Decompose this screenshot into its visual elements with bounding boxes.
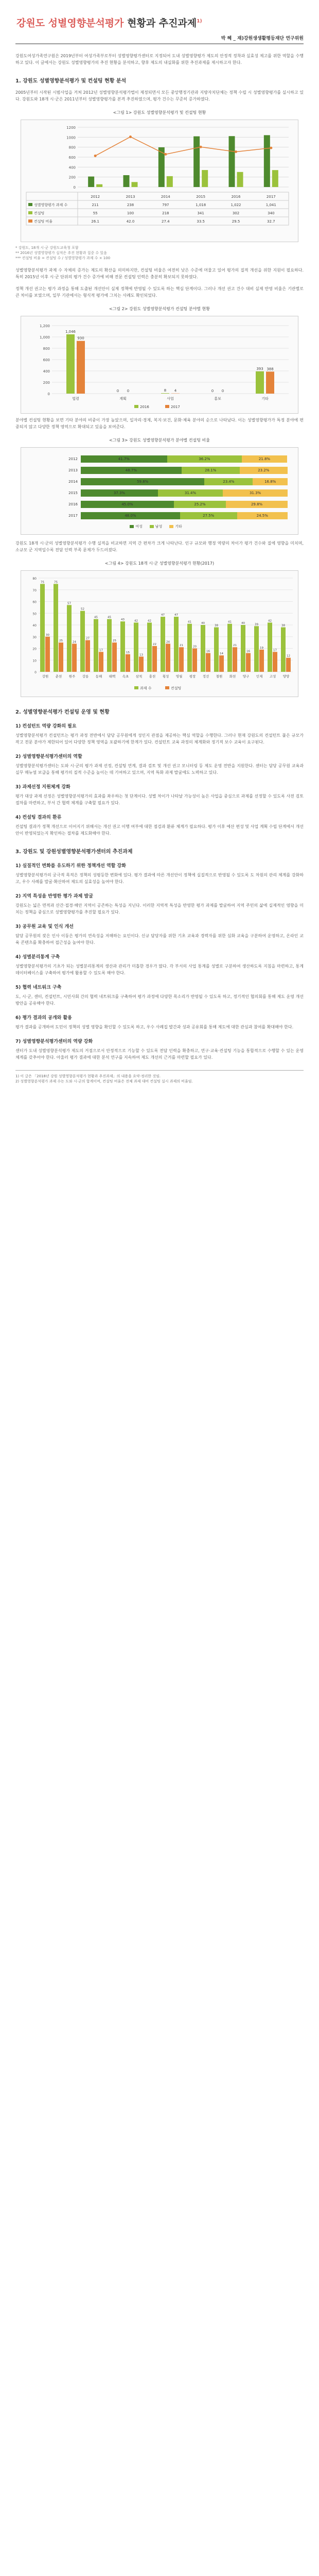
stacked-bar: [81, 467, 288, 474]
table-value: 27.4: [162, 219, 170, 224]
stacked-bar-row: [31, 477, 288, 487]
bar-consulting: [272, 170, 278, 187]
bar-tasks: [193, 137, 200, 187]
data-label: 24: [73, 640, 76, 644]
data-label: 38: [215, 624, 218, 628]
data-label: 21: [233, 644, 237, 648]
data-label: 16: [206, 650, 210, 653]
bar-consulting: [132, 182, 138, 187]
bar-컨설팅: [166, 643, 170, 672]
stacked-segment: 31.4%: [158, 489, 223, 497]
data-label: 393: [256, 366, 263, 371]
bar-컨설팅: [112, 642, 117, 672]
figure-4-caption: <그림 4> 강원도 18개 시·군 성별영향분석평가 현황(2017): [104, 561, 215, 566]
chart-3-legend: [31, 524, 288, 529]
y-tick-label: 1,200: [39, 324, 50, 328]
data-label: 42: [148, 619, 151, 623]
figure-1-note-1: * 강원도, 18개 시·군 강원도교육청 포함: [15, 246, 79, 250]
legend-swatch: [169, 525, 173, 528]
data-label: 52: [81, 607, 84, 611]
y-tick-label: 1000: [66, 135, 76, 140]
table-value: 26.1: [91, 219, 99, 224]
section-3-sub1: 1) 실질적인 변화를 유도하기 위한 정책개선 역할 강화: [15, 863, 126, 869]
stacked-segment: 45.0%: [81, 501, 174, 508]
data-label: 42: [268, 619, 272, 623]
data-label: 8: [164, 388, 167, 393]
data-label: 75: [41, 581, 44, 584]
bar-컨설팅: [179, 647, 184, 672]
table-value: 42.0: [126, 219, 135, 224]
section-3-p5: 도, 시·군, 센터, 컨설턴트, 시민사회 간의 협력 네트워크를 구축하여 평가 과정에 다양한 목소리가 반영될 수 있도록 하고, 정기적인 협의회를 통해 제도 운영 개선 방안을 공유해야 한다.: [15, 994, 304, 1006]
bar-컨설팅: [192, 649, 197, 672]
figure-1: [21, 120, 298, 242]
legend-swatch: [165, 405, 169, 408]
bar-과제 수: [40, 584, 45, 672]
section-3-sub2: 2) 지역 특성을 반영한 평가 과제 발굴: [15, 894, 93, 899]
data-label: 0: [221, 389, 224, 393]
table-value: 55: [93, 211, 98, 215]
section-2-sub3: 3) 과제선정 지원체계 강화: [15, 785, 70, 790]
section-1-heading: 1. 강원도 성별영향분석평가 및 컨설팅 현황 분석: [15, 78, 127, 84]
data-label: 45: [94, 616, 98, 619]
figure-4: [21, 570, 298, 697]
section-3-p1: 성별영향분석평가의 궁극적 목적은 정책의 성평등한 변화에 있다. 평가 결과에 따른 개선안이 정책에 실질적으로 반영될 수 있도록 도 차원의 관리 체계를 강화하고, 우수 사례를 발굴·확산하여 제도의 실효성을 높여야 한다.: [15, 873, 304, 884]
table-value: 238: [127, 203, 134, 207]
y-tick-label: 600: [43, 358, 50, 362]
data-label: 47: [174, 614, 178, 617]
legend-label: 2017: [171, 405, 180, 409]
row-label: 2012: [68, 457, 78, 461]
section-3-p3: 담당 공무원의 잦은 인사 이동은 평가의 연속성을 저해하는 요인이다. 신규 담당자를 위한 기초 교육과 경력자를 위한 심화 교육을 구분하여 운영하고, 온라인 교육 콘텐츠를 확충하여 접근성을 높여야 한다.: [15, 934, 304, 945]
data-label: 27: [86, 637, 90, 640]
row-label: 2015: [68, 491, 78, 495]
row-label: 2014: [68, 480, 78, 484]
y-tick-label: 10: [32, 659, 37, 663]
row-label: 2016: [68, 502, 78, 506]
series-name-label: 컨설팅: [34, 211, 45, 215]
footnotes: [15, 1070, 304, 1084]
bar-과제 수: [214, 628, 219, 672]
bar-과제 수: [80, 611, 85, 672]
table-value: 1,022: [231, 203, 241, 207]
author-line: [15, 35, 304, 44]
y-tick-label: 80: [32, 577, 37, 581]
bar-과제 수: [174, 617, 179, 672]
data-label: 1,046: [65, 329, 76, 334]
x-category-label: 춘천: [55, 674, 62, 679]
section-1-p5: 강원도 18개 시·군의 성별영향분석평가 수행 실적을 비교하면 지역 간 편차가 크게 나타난다. 인구 규모와 행정 역량의 차이가 평가 건수와 질에 영향을 미치며, 소규모 군 지역일수록 전담 인력 부족 문제가 두드러졌다.: [15, 541, 304, 552]
data-label: 12: [287, 654, 290, 658]
bar-컨설팅: [246, 653, 251, 672]
stacked-segment: 28.1%: [182, 467, 240, 474]
stacked-segment: 25.2%: [174, 501, 226, 508]
bar-consulting: [167, 176, 173, 187]
bar-컨설팅: [45, 637, 50, 672]
table-value: 797: [162, 203, 169, 207]
x-category-label: 홍보: [214, 397, 221, 401]
data-label: 14: [220, 652, 223, 656]
section-3-sub3: 3) 공무원 교육 및 인식 개선: [15, 924, 74, 929]
y-tick-label: 800: [43, 347, 50, 351]
bar-컨설팅: [219, 655, 224, 672]
stacked-bar: [81, 489, 288, 497]
x-category-label: 2015: [196, 195, 206, 199]
y-tick-label: 400: [68, 165, 76, 170]
bar-컨설팅: [152, 646, 157, 672]
bar-과제 수: [94, 619, 98, 672]
y-tick-label: 600: [68, 156, 76, 160]
x-category-label: 계획: [119, 397, 127, 401]
y-tick-label: 400: [43, 369, 50, 374]
x-category-label: 철원: [216, 674, 223, 679]
section-1-p3: 정책 개선 권고는 평가 과정을 통해 도출된 개선안이 실제 정책에 반영될 수 있도록 하는 핵심 단계이다. 그러나 개선 권고 건수 대비 실제 반영 비율은 기관별로 큰 차이를 보였으며, 일부 기관에서는 형식적 평가에 그치는 사례도 확인되었다.: [15, 286, 304, 298]
x-category-label: 고성: [269, 674, 276, 679]
stacked-segment: 41.7%: [81, 455, 167, 463]
section-3-sub7: 7) 성별영향분석평가센터의 역량 강화: [15, 1039, 93, 1044]
series-name-label: 컨설팅 비율: [34, 219, 53, 224]
legend-label: 2016: [140, 405, 149, 409]
x-category-label: 2016: [231, 195, 241, 199]
x-category-label: 태백: [109, 674, 116, 679]
data-label: 30: [46, 633, 49, 637]
table-value: 33.5: [197, 219, 205, 224]
bar-컨설팅: [126, 654, 130, 672]
data-label: 75: [54, 581, 58, 584]
stacked-segment: 27.5%: [180, 512, 237, 519]
bar-과제 수: [241, 625, 245, 672]
table-value: 100: [127, 211, 134, 215]
legend-swatch: [134, 686, 138, 689]
data-label: 0: [211, 389, 214, 393]
data-label: 40: [201, 622, 205, 625]
bar-과제 수: [107, 619, 112, 672]
x-category-label: 양양: [282, 674, 290, 679]
section-3-p4: 성별영향분석평가의 기초가 되는 성별분리통계의 생산과 관리가 미흡한 경우가 많다. 각 부서의 사업 통계를 성별로 구분하여 생산하도록 지침을 마련하고, 통계 데이터베이스를 구축하여 평가에 활용할 수 있도록 해야 한다.: [15, 964, 304, 975]
x-category-label: 영월: [175, 674, 183, 679]
legend-swatch: [28, 203, 32, 206]
x-category-label: 동해: [95, 674, 102, 679]
bar-consulting: [237, 172, 243, 187]
bar-과제 수: [120, 621, 125, 672]
chart-3-rows: [31, 454, 288, 521]
section-2-p2: 성별영향분석평가센터는 도와 시·군의 평가 과제 선정, 컨설팅 연계, 결과 검토 및 개선 권고 모니터링 등 제도 운영 전반을 지원한다. 센터는 담당 공무원 교육과 실무 매뉴얼 보급을 통해 평가의 질적 수준을 높이는 데 기여하고 있으며, 지역 특화 과제 발굴에도 노력하고 있다.: [15, 764, 304, 775]
section-3-heading: 3. 강원도 및 강원성별영향분석평가센터의 추진과제: [15, 849, 133, 855]
figure-1-note-3: *** 컨설팅 비율 = 컨설팅 수 / 성별영향평가 과제 수 × 100: [15, 256, 111, 260]
section-1-p4: 분야별 컨설팅 현황을 보면 기타 분야의 비중이 가장 높았으며, 일자리·경제, 복지·보건, 문화·체육 분야의 순으로 나타났다. 이는 성별영향평가가 특정 분야에 편중되지 않고 다양한 정책 영역으로 확대되고 있음을 보여준다.: [15, 418, 304, 429]
data-label: 15: [126, 651, 130, 654]
data-label: 21: [180, 644, 183, 648]
stacked-segment: 29.8%: [226, 501, 288, 508]
section-2-p1: 성별영향분석평가 컨설턴트는 평가 과정 전반에서 담당 공무원에게 성인지 관점을 제공하는 핵심 역할을 수행한다. 그러나 현재 강원도의 컨설턴트 풀은 규모가 작고 전문 분야가 제한되어 있어 다양한 정책 영역을 포괄하기에 한계가 있다. 컨설턴트 교육 과정의 체계화와 정기적 보수 교육이 요구된다.: [15, 733, 304, 744]
section-2-p3: 평가 대상 과제 선정은 성별영향분석평가의 효과를 좌우하는 첫 단계이다. 성별 차이가 나타날 가능성이 높은 사업을 중심으로 과제를 선정할 수 있도록 사전 검토 절차를 마련하고, 부서 간 협력 체계를 구축할 필요가 있다.: [15, 794, 304, 805]
stacked-segment: 59.8%: [81, 478, 204, 485]
data-label: 4: [174, 388, 177, 393]
stacked-segment: 21.8%: [242, 455, 287, 463]
section-2-heading: 2. 성별영향분석평가 컨설팅 운영 및 현황: [15, 709, 110, 715]
point-consulting-rate: [164, 153, 167, 156]
figure-1-note-2: ** 2016년 성별영향평가 실적은 추진 현황과 집중 수 있음: [15, 251, 107, 255]
bar-과제 수: [187, 624, 192, 672]
bar-2016: [66, 334, 75, 394]
bar-consulting: [96, 184, 102, 187]
stacked-bar: [81, 455, 288, 463]
table-value: 341: [197, 211, 204, 215]
section-2-sub4: 4) 컨설팅 결과의 환류: [15, 815, 62, 820]
row-label: 2017: [68, 514, 78, 518]
footnote-2: 2) 성별영향분석평가 과제 수는 도와 시·군의 합계이며, 컨설팅 비율은 전체 과제 대비 컨설팅 실시 과제의 비율임.: [15, 1079, 193, 1083]
data-label: 25: [113, 639, 116, 643]
data-label: 0: [116, 389, 119, 393]
stacked-segment: 36.2%: [167, 455, 242, 463]
section-3-p7: 센터가 도내 성별영향분석평가 제도의 거점으로서 안정적으로 기능할 수 있도록 전담 인력을 확충하고, 연구·교육·컨설팅 기능을 통합적으로 수행할 수 있는 운영 체계를 갖추어야 한다. 아울러 평가 결과에 대한 분석 연구를 지속하여 제도 개선의 근거를 마련할 필요가 있다.: [15, 1048, 304, 1060]
data-label: 47: [161, 614, 165, 617]
series-name-label: 성별영향평가 과제 수: [34, 203, 68, 207]
figure-1-notes: [15, 245, 304, 261]
data-label: 22: [153, 642, 156, 646]
x-category-label: 속초: [122, 674, 129, 679]
stacked-bar-row: [31, 511, 288, 521]
y-tick-label: 0: [47, 392, 50, 396]
table-value: 302: [232, 211, 240, 215]
y-tick-label: 60: [32, 600, 37, 604]
x-category-label: 인제: [256, 674, 263, 679]
section-3-p2: 강원도는 넓은 면적과 산간·접경·해안 지역이 공존하는 특성을 지닌다. 이러한 지역적 특성을 반영한 평가 과제를 발굴하여 지역 주민의 삶에 실제적인 영향을 미치는 정책을 중심으로 성별영향평가를 추진할 필요가 있다.: [15, 903, 304, 914]
table-value: 32.7: [267, 219, 275, 224]
y-tick-label: 0: [34, 671, 37, 674]
y-tick-label: 200: [43, 381, 50, 385]
y-tick-label: 200: [68, 175, 76, 180]
x-category-label: 2013: [126, 195, 135, 199]
data-label: 40: [241, 622, 245, 625]
stacked-bar: [81, 501, 288, 508]
table-value: 29.5: [232, 219, 240, 224]
data-label: 24: [166, 640, 170, 644]
figure-3-caption: <그림 3> 강원도 성별영향분석평가 분야별 컨설팅 비율: [109, 438, 210, 443]
data-label: 43: [121, 618, 125, 622]
y-tick-label: 0: [73, 185, 76, 190]
section-3-sub6: 6) 평가 결과의 공개와 활용: [15, 1015, 72, 1021]
bar-컨설팅: [273, 652, 277, 672]
y-tick-label: 50: [32, 612, 37, 616]
bar-과제 수: [268, 622, 272, 672]
legend-swatch: [28, 211, 32, 214]
bar-컨설팅: [206, 653, 210, 672]
x-category-label: 양구: [242, 674, 250, 679]
figure-2-caption: <그림 2> 강원도 성별영향분석평가 컨설팅 분야별 현황: [109, 307, 210, 311]
bar-tasks: [264, 135, 270, 187]
y-tick-label: 30: [32, 635, 37, 639]
x-category-label: 평창: [189, 674, 196, 679]
section-2-p4: 컨설팅 결과가 정책 개선으로 이어지기 위해서는 개선 권고 이행 여부에 대한 점검과 환류 체계가 필요하다. 평가 이후 예산 편성 및 사업 계획 수립 단계에서 개선안이 반영되었는지 확인하는 절차를 제도화해야 한다.: [15, 824, 304, 836]
point-consulting-rate: [270, 147, 272, 149]
data-label: 25: [59, 639, 63, 643]
point-consulting-rate: [94, 155, 97, 157]
bar-tasks: [229, 136, 235, 187]
stacked-segment: 48.7%: [81, 467, 182, 474]
legend-swatch: [150, 525, 154, 528]
stacked-bar: [81, 512, 288, 519]
data-label: 17: [99, 649, 103, 652]
legend-swatch: [130, 525, 134, 528]
bar-과제 수: [161, 617, 165, 672]
bar-tasks: [123, 175, 130, 187]
data-label: 20: [193, 645, 197, 649]
data-label: 0: [127, 389, 130, 393]
y-tick-label: 1200: [66, 126, 76, 130]
data-label: 41: [188, 620, 191, 624]
data-label: 19: [260, 646, 263, 650]
y-tick-label: 40: [32, 624, 37, 628]
legend-label: 과제 수: [140, 686, 152, 690]
table-value: 218: [162, 211, 169, 215]
stacked-bar-row: [31, 454, 288, 464]
legend-swatch: [28, 219, 32, 223]
footnote-1: 1) 이 글은 「2018년 강원 성별영향분석평가 현황과 추진과제」의 내용을 요약·정리한 것임.: [15, 1074, 161, 1078]
x-category-label: 기타: [261, 397, 269, 401]
point-consulting-rate: [129, 135, 132, 138]
bar-2016: [161, 393, 169, 394]
x-category-label: 횡성: [162, 674, 169, 679]
legend-swatch: [134, 405, 138, 408]
y-tick-label: 1,000: [39, 335, 50, 340]
bar-과제 수: [281, 628, 286, 672]
stacked-bar-row: [31, 465, 288, 476]
x-category-label: 원주: [68, 674, 76, 679]
intro-paragraph: 강원도여성가족연구원은 2019년부터 여성가족부로부터 성별영향평가센터로 지정되어 도내 성별영향평가 제도의 안정적 정착과 실효성 제고를 위한 역할을 수행하고 있다. 이 글에서는 강원도 성별영향평가의 추진 현황을 분석하고, 향후 제도의 내실화를 위한 추진과제를 제시하고자 한다.: [15, 54, 304, 65]
data-label: 13: [139, 653, 143, 657]
x-category-label: 화천: [229, 674, 236, 679]
x-category-label: 강원: [42, 674, 49, 679]
legend-label: 여성: [135, 524, 143, 529]
section-3-p6: 평가 결과를 공개하여 도민이 정책의 성별 영향을 확인할 수 있도록 하고, 우수 사례집 발간과 성과 공유회를 통해 제도에 대한 관심과 참여를 확대해야 한다.: [15, 1025, 294, 1029]
data-label: 39: [255, 623, 258, 626]
data-label: 16: [246, 650, 250, 653]
data-label: 388: [267, 367, 274, 371]
table-value: 340: [268, 211, 275, 215]
legend-label: 컨설팅: [171, 686, 182, 690]
bar-컨설팅: [259, 650, 264, 672]
bar-컨설팅: [139, 656, 144, 672]
legend-label: 기타: [175, 524, 182, 529]
stacked-segment: 48.0%: [81, 512, 180, 519]
x-category-label: 2014: [161, 195, 170, 199]
legend-label: 남성: [155, 524, 163, 529]
point-consulting-rate: [200, 146, 202, 148]
data-label: 38: [281, 624, 285, 628]
data-label: 41: [228, 620, 232, 624]
bar-컨설팅: [85, 640, 90, 672]
bar-과제 수: [227, 624, 232, 672]
bar-과제 수: [54, 584, 58, 672]
title-footnote-mark: 1): [197, 19, 202, 24]
x-category-label: 법령: [72, 397, 79, 401]
title-part2: 현황과 추진과제: [123, 18, 197, 29]
bar-2016: [256, 371, 264, 394]
data-label: 57: [67, 602, 71, 605]
data-label: 930: [77, 336, 84, 341]
page-title: [16, 15, 304, 29]
figure-2: [21, 316, 298, 414]
bar-과제 수: [254, 626, 259, 672]
y-tick-label: 20: [32, 647, 37, 651]
bar-과제 수: [67, 605, 72, 672]
stacked-segment: 23.4%: [204, 478, 253, 485]
bar-과제 수: [134, 622, 138, 672]
y-tick-label: 800: [68, 145, 76, 150]
bar-과제 수: [147, 622, 152, 672]
line-consulting-rate: [95, 137, 271, 156]
author-text: 박 혜 _ 재)강원생생활평등재단 연구위원: [221, 36, 304, 41]
bar-컨설팅: [72, 643, 77, 672]
section-1-p2: 성별영향분석평가 과제 수 자체의 증가는 제도의 확산을 의미하지만, 컨설팅 비율은 여전히 낮은 수준에 머물고 있어 평가의 질적 개선을 위한 지원이 필요하다. 특히 2015년 이후 시·군 단위의 평가 건수 증가에 비해 전문 컨설팅 인력은 충분히 확보되지 못하였다.: [15, 268, 304, 279]
chart-2-svg: [21, 316, 298, 413]
chart-4-svg: [21, 571, 298, 697]
stacked-segment: 16.8%: [253, 478, 288, 485]
x-category-label: 사업: [167, 397, 174, 401]
bar-tasks: [88, 177, 94, 187]
legend-swatch: [165, 686, 169, 689]
bar-과제 수: [201, 625, 205, 672]
section-3-sub4: 4) 성별분리통계 구축: [15, 955, 60, 960]
data-label: 45: [108, 616, 111, 619]
x-category-label: 정선: [202, 674, 209, 679]
bar-컨설팅: [286, 658, 291, 672]
stacked-segment: 37.3%: [81, 489, 158, 497]
figure-1-caption: <그림 1> 강원도 성별영향분석평가 및 컨설팅 현황: [113, 110, 206, 115]
figure-3: [21, 447, 298, 535]
stacked-segment: 31.3%: [223, 489, 288, 497]
stacked-bar-row: [31, 499, 288, 510]
row-label: 2013: [68, 468, 78, 472]
bar-2017: [77, 341, 85, 394]
data-label: 17: [273, 649, 277, 652]
chart-1-svg: [21, 120, 298, 242]
x-category-label: 강릉: [82, 674, 89, 679]
section-1-p1: 2005년부터 시작된 시범사업을 거쳐 2012년 성별영향분석평가법이 제정되면서 모든 중앙행정기관과 지방자치단체는 정책 수립 시 성별영향평가를 실시하고 있다. 강원도와 18개 시·군은 2011년부터 성별영향평가를 본격 추진하였으며, 평가 건수는 꾸준히 증가하였다.: [15, 90, 304, 101]
table-value: 211: [92, 203, 99, 207]
stacked-bar: [81, 478, 288, 485]
bar-컨설팅: [233, 647, 237, 672]
bar-컨설팅: [99, 652, 103, 672]
y-tick-label: 70: [32, 588, 37, 592]
table-value: 1,018: [196, 203, 206, 207]
title-part1: 강원도 성별영향분석평가: [16, 18, 124, 29]
section-3-sub5: 5) 협력 네트워크 구축: [15, 985, 62, 990]
data-label: 42: [134, 619, 138, 623]
x-category-label: 2017: [266, 195, 276, 199]
stacked-bar-row: [31, 488, 288, 498]
x-category-label: 홍천: [149, 674, 156, 679]
section-2-sub2: 2) 성별영향분석평가센터의 역할: [15, 754, 82, 759]
section-2-sub1: 1) 컨설턴트 역량 강화의 필요: [15, 724, 77, 729]
point-consulting-rate: [235, 150, 237, 153]
table-value: 1,041: [265, 203, 276, 207]
bar-consulting: [202, 170, 208, 187]
x-category-label: 2012: [91, 195, 100, 199]
x-category-label: 삼척: [135, 674, 143, 679]
stacked-segment: 23.2%: [240, 467, 288, 474]
bar-2017: [266, 371, 274, 394]
stacked-segment: 24.5%: [237, 512, 288, 519]
bar-컨설팅: [59, 642, 63, 672]
